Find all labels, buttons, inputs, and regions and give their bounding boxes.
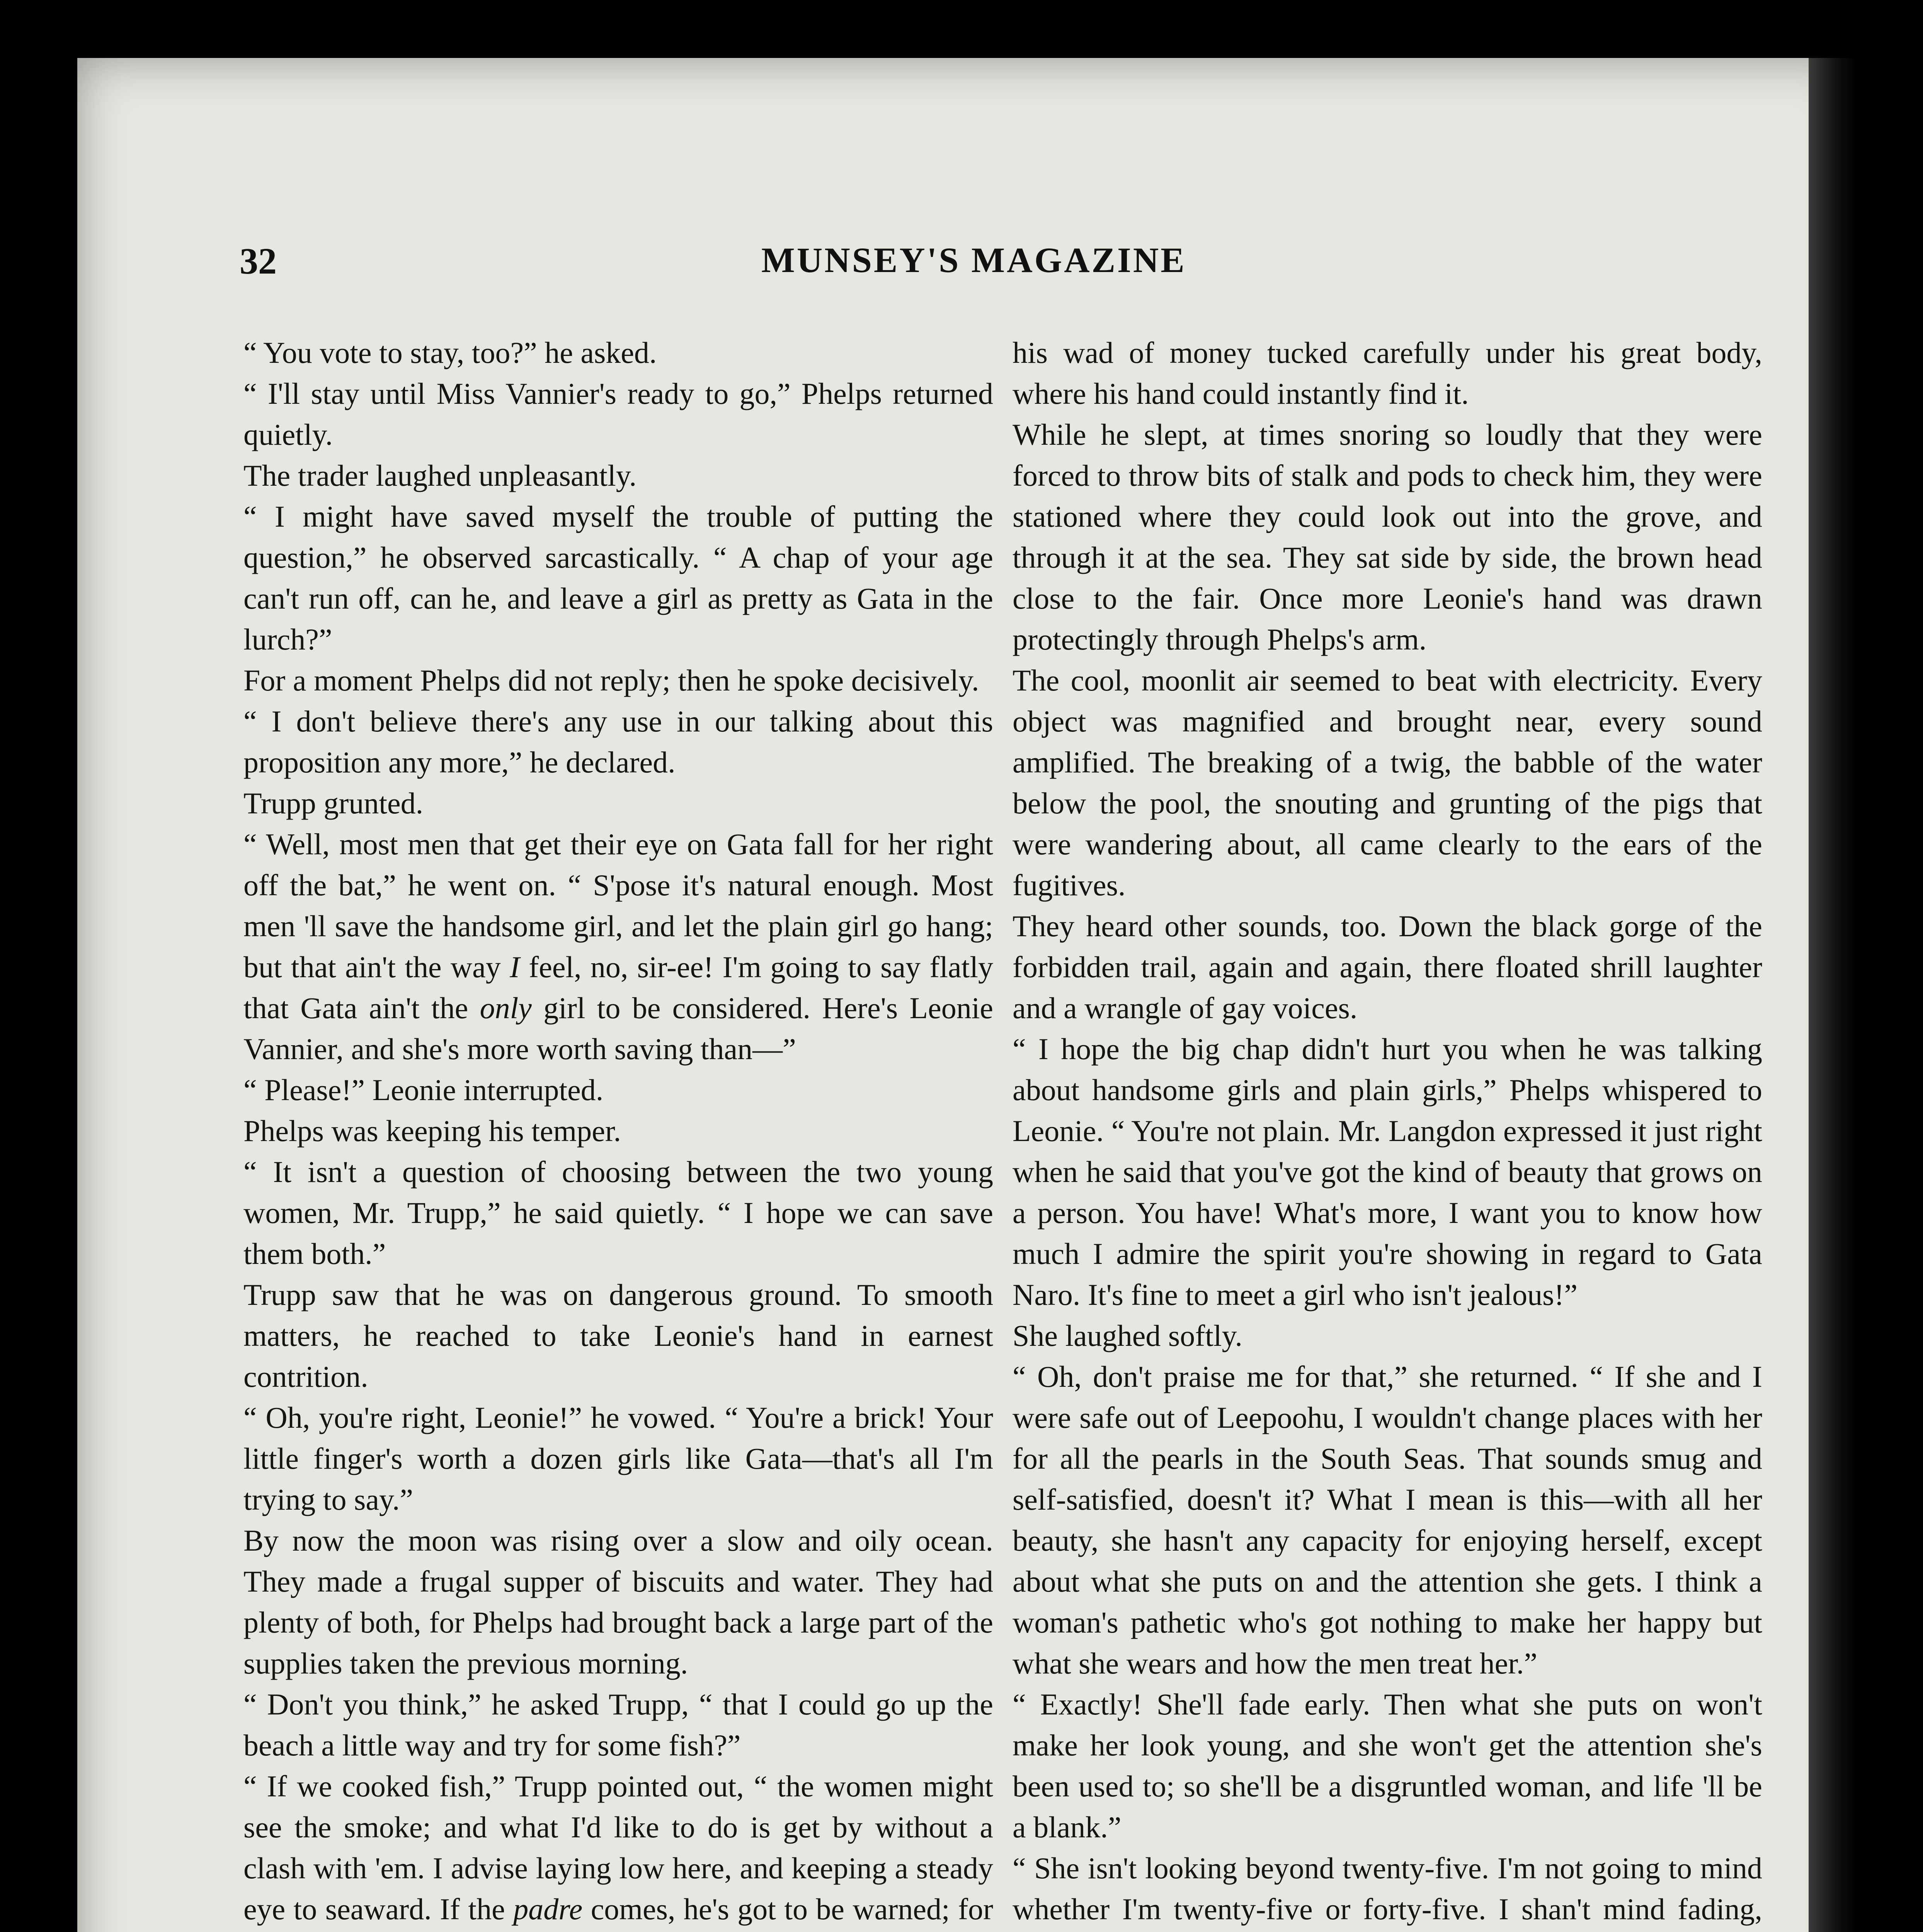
- page-number: 32: [240, 240, 277, 282]
- italic-word: only: [480, 991, 532, 1025]
- italic-word: I: [510, 950, 520, 984]
- left-column: [243, 332, 993, 1932]
- paragraph: [243, 824, 993, 1070]
- paragraph: Trupp saw that he was on dangerous ground. To smooth matters, he reached to take Leonie's hand in earnest contrition.: [243, 1278, 993, 1393]
- paragraph: While he slept, at times snoring so loudly that they were forced to throw bits of stalk and pods to check him, they were stationed where they could look out into the grove, and through it at the sea. They sat side by side, the brown head close to the fair. Once more Leonie's hand was drawn protectingly through Phelps's arm.: [1013, 418, 1762, 656]
- text-run: “ If we cooked fish,” Trupp pointed out, “ the women might see the smoke; and what I'd like to do is get by without a clash with 'em. I advise laying low here, and keeping a steady eye to seaward. If the: [243, 1769, 993, 1926]
- text-run: “ Well, most men that get their eye on Gata fall for her right off the bat,” he went on. “ S'pose it's natural enough. Most men 'll save the handsome girl, and let the plain girl go hang; but that ain't the way: [243, 827, 993, 984]
- paragraph: “ You vote to stay, too?” he asked.: [243, 336, 657, 369]
- paragraph: Trupp grunted.: [243, 786, 424, 820]
- paragraph: [243, 1766, 993, 1932]
- right-column: [1013, 332, 1762, 1932]
- paragraph: For a moment Phelps did not reply; then he spoke decisively.: [243, 663, 979, 697]
- text-run: comes, he's got to be warned; for: [591, 1892, 994, 1926]
- paragraph: “ Oh, don't praise me for that,” she returned. “ If she and I were safe out of Leepoohu, I wouldn't change places with her for all the pearls in the South Seas. That sounds smug and self-satisfied, doesn't it? What I mean is this—with all her beauty, she hasn't any capacity for enjoying herself, except about what she puts on and the attention she gets. I think a woman's pathetic who's got nothing to make her happy but what she wears and how the men treat her.”: [1013, 1360, 1762, 1680]
- paragraph: By now the moon was rising over a slow and oily ocean. They made a frugal supper of biscuits and water. They had plenty of both, for Phelps had brought back a large part of the supplies taken the previous morning.: [243, 1524, 993, 1680]
- adjacent-page-edge: [1809, 58, 1855, 1932]
- paragraph: “ I hope the big chap didn't hurt you when he was talking about handsome girls and plain girls,” Phelps whispered to Leonie. “ You're not plain. Mr. Langdon expressed it just right when he said that you've got the kind of beauty that grows on a person. You have! What's more, I want you to know how much I admire the spirit you're showing in regard to Gata Naro. It's fine to meet a girl who isn't jealous!”: [1013, 1032, 1762, 1311]
- paragraph: “ Please!” Leonie interrupted.: [243, 1073, 604, 1107]
- paragraph: his wad of money tucked carefully under his great body, where his hand could instantly find it.: [1013, 336, 1762, 410]
- italic-word: padre: [513, 1892, 583, 1926]
- running-head: MUNSEY'S MAGAZINE: [761, 240, 1186, 280]
- paragraph: Phelps was keeping his temper.: [243, 1114, 621, 1148]
- paragraph: She laughed softly.: [1013, 1319, 1243, 1352]
- paragraph: “ I don't believe there's any use in our talking about this proposition any more,” he declared.: [243, 704, 993, 779]
- page-header: [240, 240, 1785, 301]
- paragraph: “ Exactly! She'll fade early. Then what she puts on won't make her look young, and she won't get the attention she's been used to; so she'll be a disgruntled woman, and life 'll be a blank.”: [1013, 1687, 1762, 1844]
- paragraph: “ Don't you think,” he asked Trupp, “ that I could go up the beach a little way and try for some fish?”: [243, 1687, 993, 1762]
- paragraph: “ Oh, you're right, Leonie!” he vowed. “ You're a brick! Your little finger's worth a dozen girls like Gata—that's all I'm trying to say.”: [243, 1401, 993, 1516]
- paragraph: “ I might have saved myself the trouble of putting the question,” he observed sarcastically. “ A chap of your age can't run off, can he, and leave a girl as pretty as Gata in the lurch?”: [243, 500, 993, 656]
- paragraph: The cool, moonlit air seemed to beat with electricity. Every object was magnified and brought near, every sound amplified. The breaking of a twig, the babble of the water below the pool, the snouting and grunting of the pigs that were wandering about, all came clearly to the ears of the fugitives.: [1013, 663, 1762, 902]
- paragraph: “ I'll stay until Miss Vannier's ready to go,” Phelps returned quietly.: [243, 377, 993, 451]
- paragraph: The trader laughed unpleasantly.: [243, 459, 637, 492]
- paragraph: They heard other sounds, too. Down the black gorge of the forbidden trail, again and again, there floated shrill laughter and a wrangle of gay voices.: [1013, 909, 1762, 1025]
- paragraph: “ It isn't a question of choosing between the two young women, Mr. Trupp,” he said quietly. “ I hope we can save them both.”: [243, 1155, 993, 1270]
- paragraph: “ She isn't looking beyond twenty-five. I'm not going to mind whether I'm twenty-five or forty-five. I shan't mind fading,: [1013, 1851, 1762, 1926]
- text-run: feel, no, sir-ee! I'm going to say flatly that Gata ain't the: [243, 950, 994, 1025]
- text-run: girl to be considered. Here's Leonie Vannier, and she's more worth saving than—”: [243, 991, 994, 1066]
